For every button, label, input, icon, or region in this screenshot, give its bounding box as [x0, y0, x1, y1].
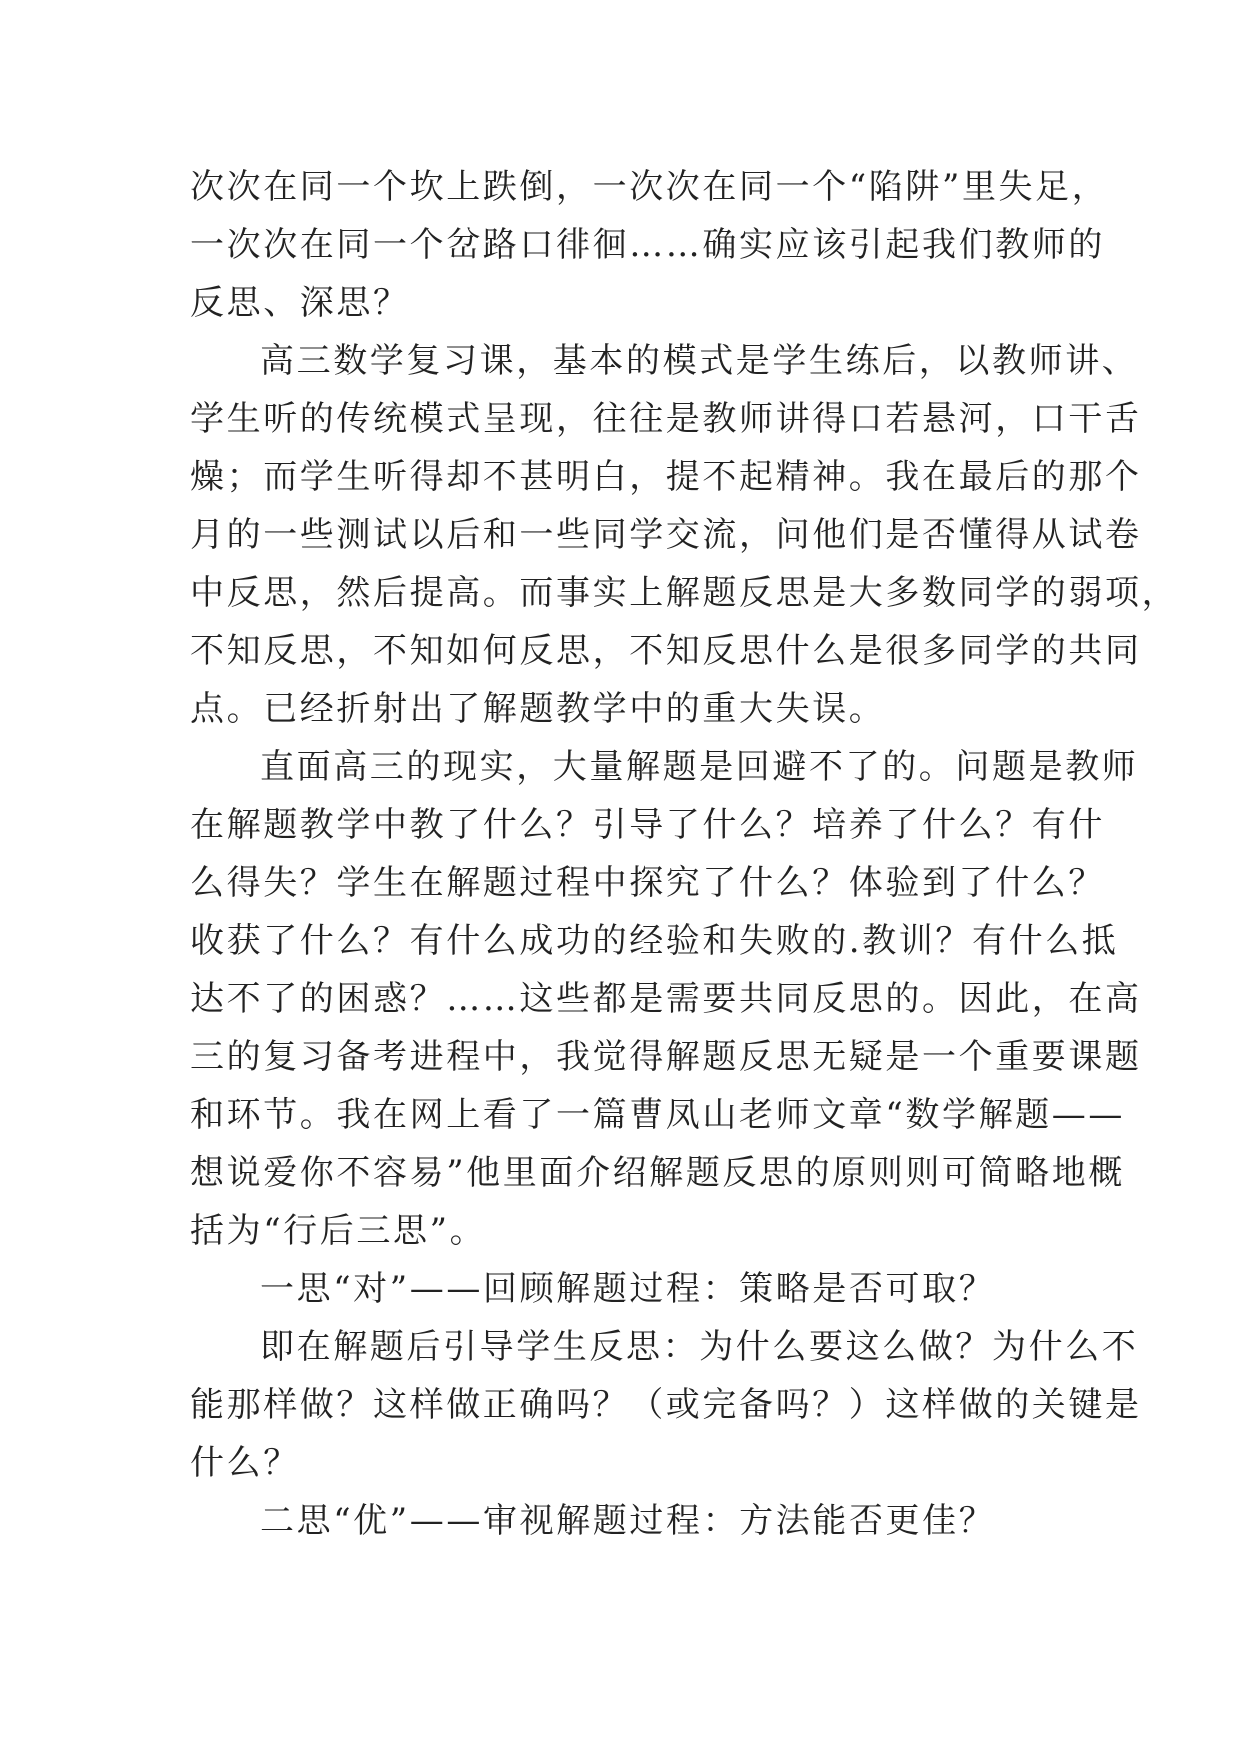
paragraph-start-line: 二思“优”——审视解题过程：方法能否更佳？ [260, 1501, 996, 1541]
text-line: 达不了的困惑？……这些都是需要共同反思的。因此，在高 [190, 979, 1142, 1019]
paragraph-start-line: 即在解题后引导学生反思：为什么要这么做？为什么不 [260, 1327, 1139, 1367]
text-line: 和环节。我在网上看了一篇曹凤山老师文章“数学解题—— [190, 1095, 1125, 1135]
text-line: 中反思，然后提高。而事实上解题反思是大多数同学的弱项， [190, 573, 1179, 613]
text-line: 想说爱你不容易”他里面介绍解题反思的原则则可简略地概 [190, 1153, 1125, 1193]
text-line: 反思、深思？ [190, 283, 410, 323]
text-line: 次次在同一个坎上跌倒，一次次在同一个“陷阱”里失足， [190, 167, 1109, 207]
text-line: 收获了什么？有什么成功的经验和失败的.教训？有什么抵 [190, 921, 1119, 961]
text-line: 三的复习备考进程中，我觉得解题反思无疑是一个重要课题 [190, 1037, 1142, 1077]
text-line: 括为“行后三思”。 [190, 1211, 487, 1251]
text-line: 学生听的传统模式呈现，往往是教师讲得口若悬河，口干舌 [190, 399, 1142, 439]
paragraph-start-line: 一思“对”——回顾解题过程：策略是否可取？ [260, 1269, 996, 1309]
text-line: 么得失？学生在解题过程中探究了什么？体验到了什么？ [190, 863, 1105, 903]
text-line: 什么？ [190, 1443, 300, 1483]
text-line: 点。已经折射出了解题教学中的重大失误。 [190, 689, 886, 729]
paragraph-start-line: 直面高三的现实，大量解题是回避不了的。问题是教师 [260, 747, 1139, 787]
text-line: 在解题教学中教了什么？引导了什么？培养了什么？有什 [190, 805, 1105, 845]
paragraph-start-line: 高三数学复习课，基本的模式是学生练后，以教师讲、 [260, 341, 1139, 381]
text-line: 一次次在同一个岔路口徘徊……确实应该引起我们教师的 [190, 225, 1105, 265]
text-line: 月的一些测试以后和一些同学交流，问他们是否懂得从试卷 [190, 515, 1142, 555]
document-body [190, 158, 1179, 1550]
text-line: 能那样做？这样做正确吗？（或完备吗？）这样做的关键是 [190, 1385, 1142, 1425]
text-line: 燥；而学生听得却不甚明白，提不起精神。我在最后的那个 [190, 457, 1142, 497]
text-line: 不知反思，不知如何反思，不知反思什么是很多同学的共同 [190, 631, 1142, 671]
